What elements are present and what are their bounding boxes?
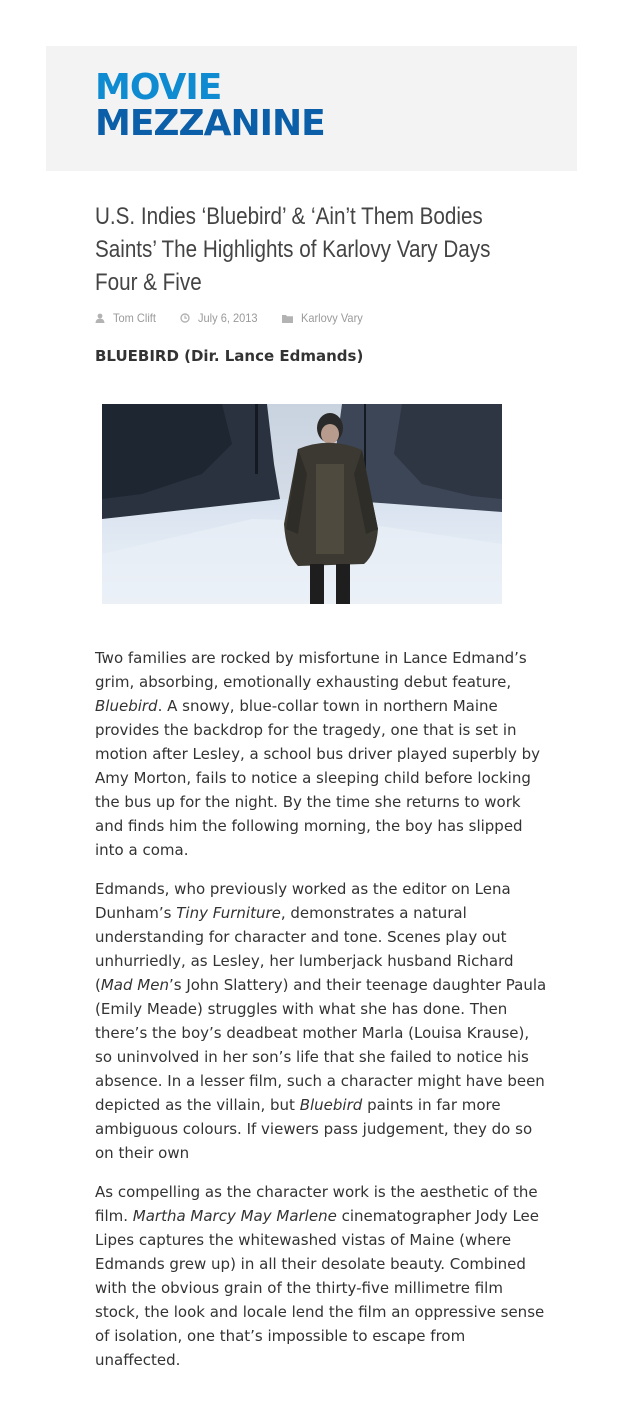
folder-icon xyxy=(282,314,293,323)
article-body xyxy=(95,646,547,1387)
site-header xyxy=(46,46,577,171)
post-date: July 6, 2013 xyxy=(197,311,258,325)
post-author: Tom Clift xyxy=(113,311,156,325)
site-logo[interactable] xyxy=(95,67,325,144)
user-icon xyxy=(95,313,105,323)
clock-icon xyxy=(180,313,190,323)
post-date-item xyxy=(180,311,263,325)
film-still-image xyxy=(102,404,502,604)
post-title[interactable]: U.S. Indies ‘Bluebird’ & ‘Ain’t Them Bodies Saints’ The Highlights of Karlovy Vary Days Four & Five xyxy=(95,203,491,296)
logo-line-1: MOVIE xyxy=(95,67,222,108)
post-meta xyxy=(95,311,389,325)
article-paragraph: Two families are rocked by misfortune in Lance Edmand’s grim, absorbing, emotionally exhausting debut feature, Bluebird. A snowy, blue-collar town in northern Maine provides the backdrop for the tragedy, one that is set in motion after Lesley, a school bus driver played superbly by Amy Morton, fails to notice a sleeping child before locking the bus up for the night. By the time she returns to work and finds him the following morning, the boy has slipped into a coma. xyxy=(95,649,541,859)
article-paragraph: As compelling as the character work is the aesthetic of the film. Martha Marcy May Marlene cinematographer Jody Lee Lipes captures the whitewashed vistas of Maine (where Edmands grew up) in all their desolate beauty. Combined with the obvious grain of the thirty-five millimetre film stock, the look and locale lend the film an oppressive sense of isolation, one that’s impossible to escape from unaffected. xyxy=(95,1183,545,1369)
post-author-link[interactable] xyxy=(95,311,160,325)
article-paragraph: Edmands, who previously worked as the editor on Lena Dunham’s Tiny Furniture, demonstrates a natural understanding for character and tone. Scenes play out unhurriedly, as Lesley, her lumberjack husband Richard (Mad Men’s John Slattery) and their teenage daughter Paula (Emily Meade) struggles with what she has done. Then there’s the boy’s deadbeat mother Marla (Louisa Krause), so uninvolved in her son’s life that she failed to notice his absence. In a lesser film, such a character might have been depicted as the villain, but Bluebird paints in far more ambiguous colours. If viewers pass judgement, they do so on their own xyxy=(95,880,547,1162)
logo-line-2: MEZZANINE xyxy=(95,103,325,144)
post-category-link[interactable] xyxy=(282,311,368,325)
post-category: Karlovy Vary xyxy=(301,311,364,325)
section-subheading: BLUEBIRD (Dir. Lance Edmands) xyxy=(95,347,364,365)
